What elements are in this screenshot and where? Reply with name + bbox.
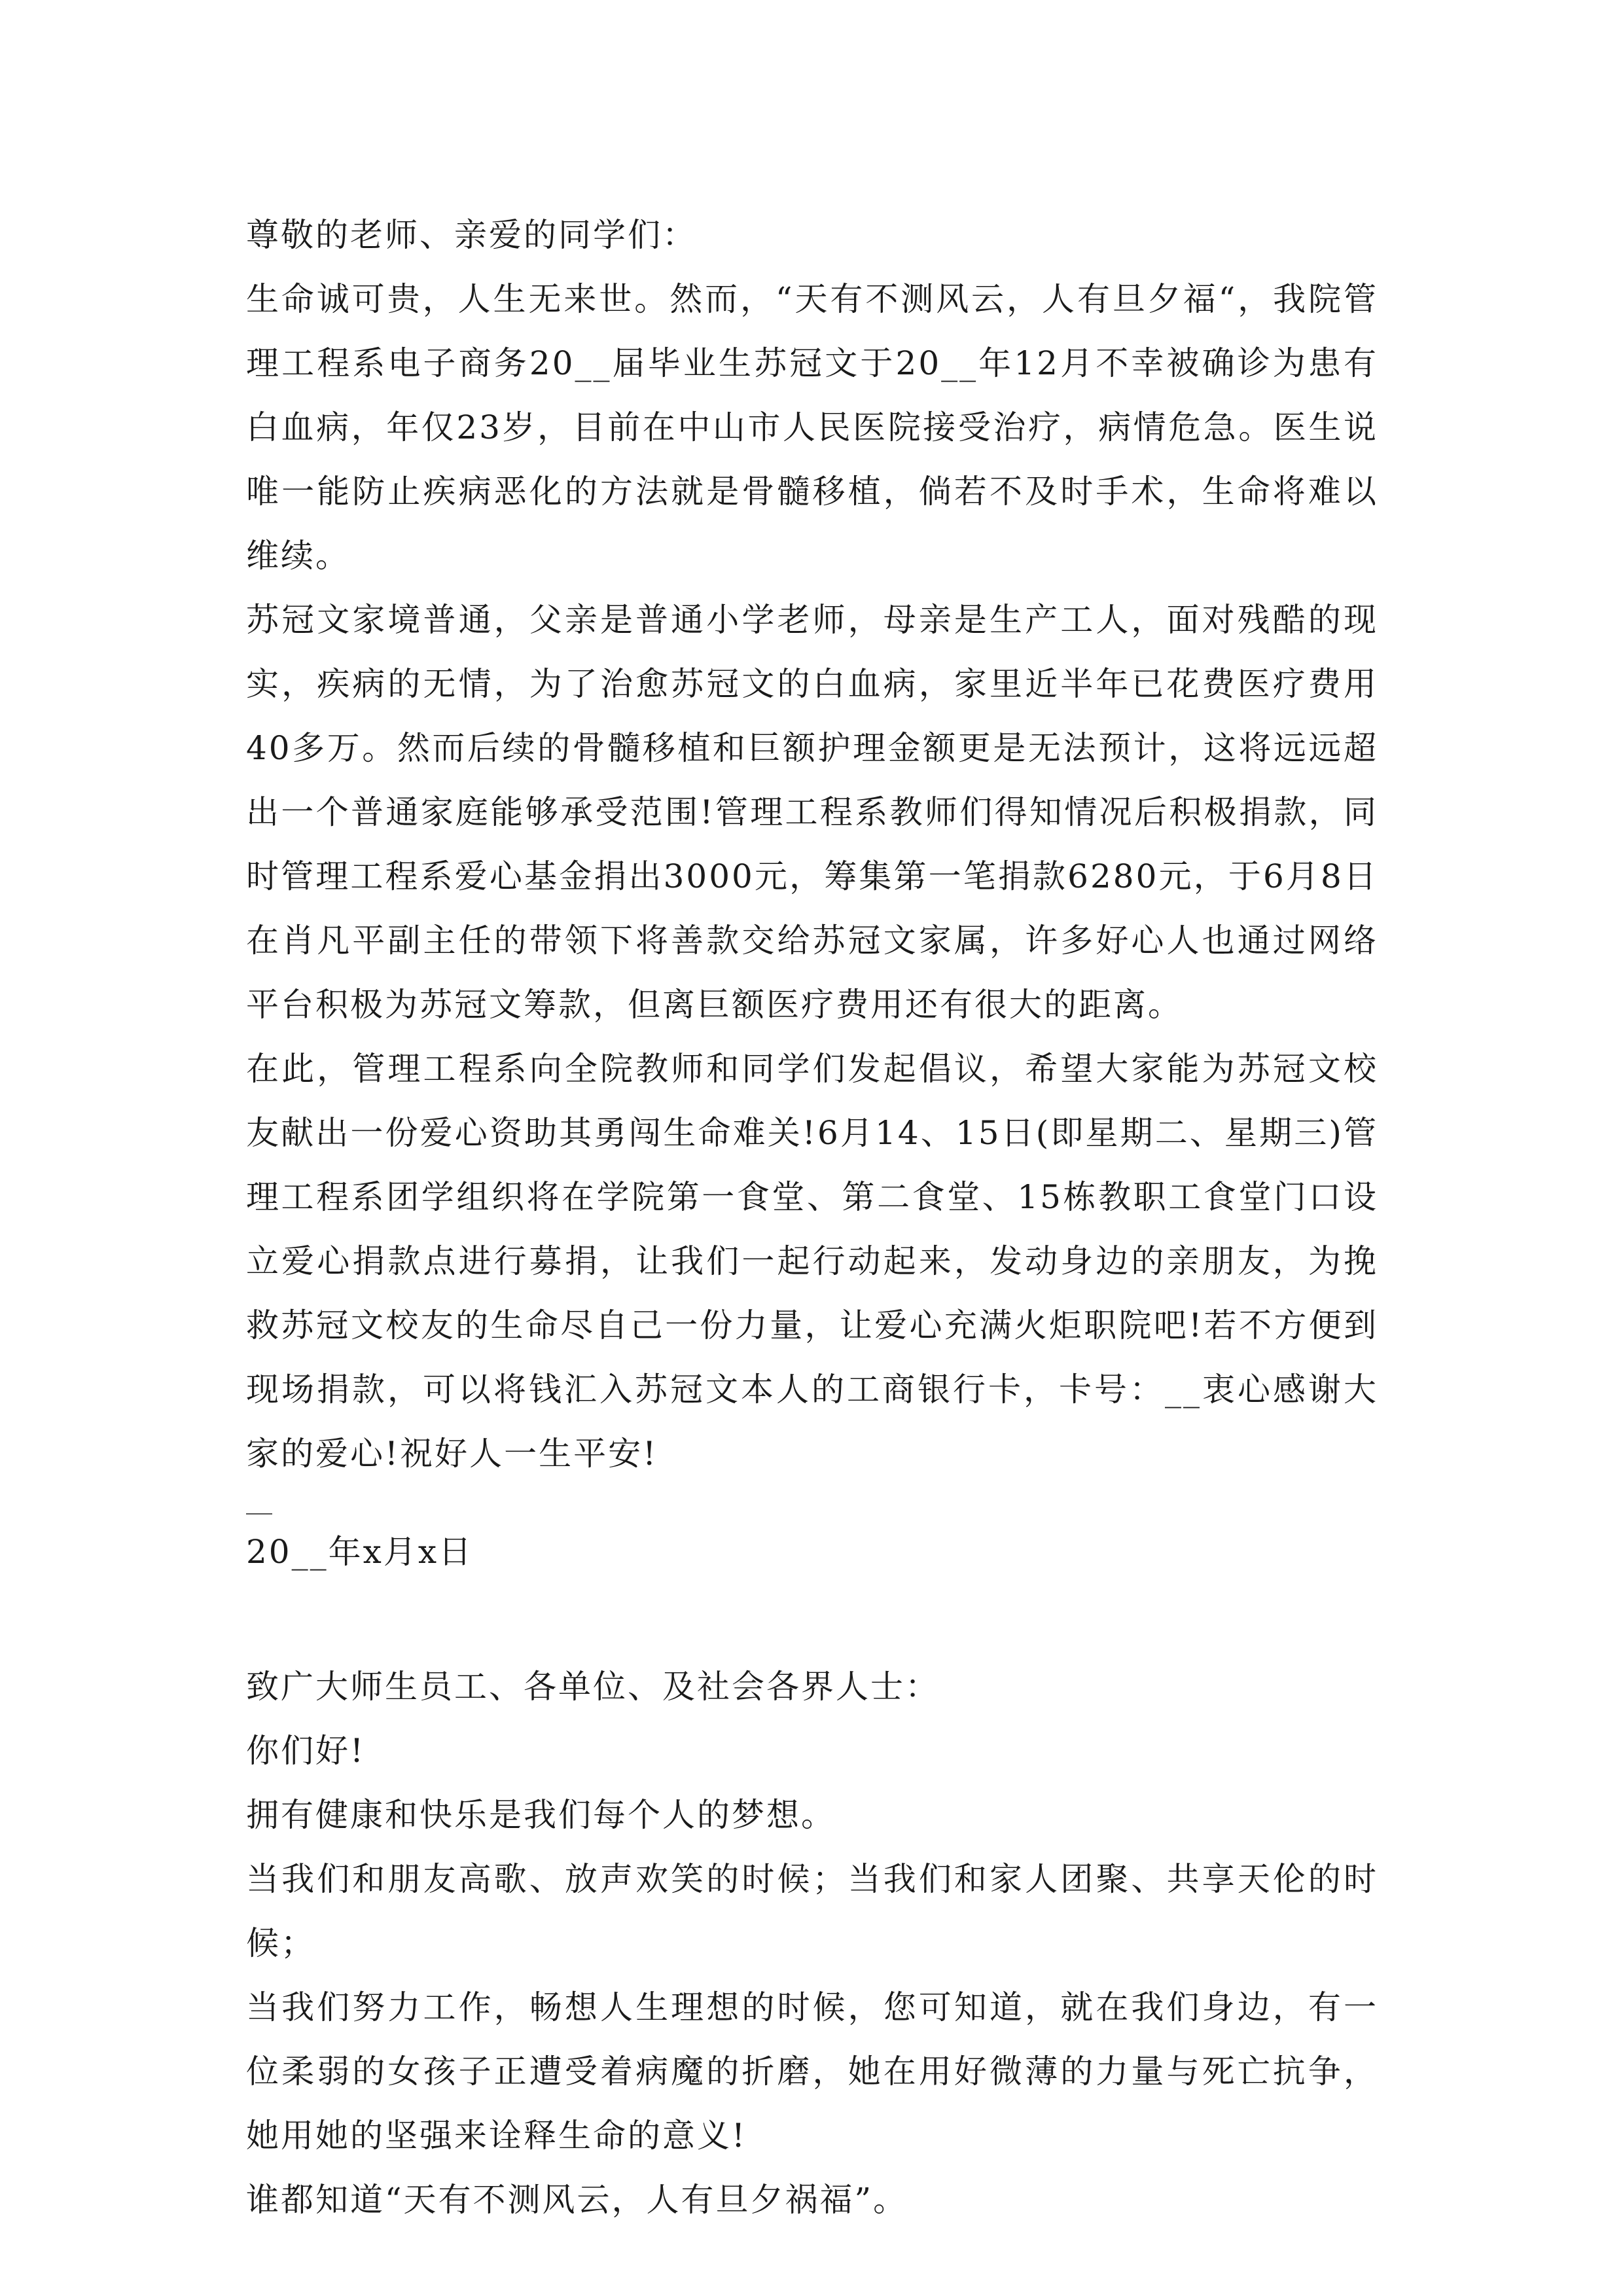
- signature-line: [246, 1513, 272, 1515]
- letter2-paragraph: 当我们和朋友高歌、放声欢笑的时候；当我们和家人团聚、共享天伦的时候；: [246, 1860, 1378, 1962]
- letter1-salutation: 尊敬的老师、亲爱的同学们：: [246, 216, 697, 254]
- letter1-paragraph: 生命诚可贵，人生无来世。然而，“天有不测风云，人有旦夕福“，我院管理工程系电子商务20__届毕业生苏冠文于20__年12月不幸被确诊为患有白血病，年仅23岁，目前在中山市人民医院接受治疗，病情危急。医生说唯一能防止疾病恶化的方法就是骨髓移植，倘若不及时手术，生命将难以维续。: [246, 280, 1378, 575]
- letter2-paragraph: 当我们努力工作，畅想人生理想的时候，您可知道，就在我们身边，有一位柔弱的女孩子正遭受着病魔的折磨，她在用好微薄的力量与死亡抗争，她用她的坚强来诠释生命的意义!: [246, 1988, 1378, 2155]
- letter2-paragraph: 谁都知道“天有不测风云，人有旦夕祸福”。: [246, 2181, 908, 2219]
- section-gap: [246, 1584, 1378, 1655]
- letter1-date: 20__年x月x日: [246, 1533, 474, 1571]
- letter2-paragraph: 拥有健康和快乐是我们每个人的梦想。: [246, 1796, 836, 1834]
- document-body: [246, 203, 1378, 2232]
- letter2-greeting: 你们好!: [246, 1732, 366, 1770]
- letter1-paragraph: 苏冠文家境普通，父亲是普通小学老师，母亲是生产工人，面对残酷的现实，疾病的无情，为了治愈苏冠文的白血病，家里近半年已花费医疗费用40多万。然而后续的骨髓移植和巨额护理金额更是无法预计，这将远远超出一个普通家庭能够承受范围!管理工程系教师们得知情况后积极捐款，同时管理工程系爱心基金捐出3000元，筹集第一笔捐款6280元，于6月8日在肖凡平副主任的带领下将善款交给苏冠文家属，许多好心人也通过网络平台积极为苏冠文筹款，但离巨额医疗费用还有很大的距离。: [246, 601, 1378, 1024]
- letter1-paragraph: 在此，管理工程系向全院教师和同学们发起倡议，希望大家能为苏冠文校友献出一份爱心资助其勇闯生命难关!6月14、15日(即星期二、星期三)管理工程系团学组织将在学院第一食堂、第二食堂、15栋教职工食堂门口设立爱心捐款点进行募捐，让我们一起行动起来，发动身边的亲朋友，为挽救苏冠文校友的生命尽自己一份力量，让爱心充满火炬职院吧!若不方便到现场捐款，可以将钱汇入苏冠文本人的工商银行卡，卡号：__衷心感谢大家的爱心!祝好人一生平安!: [246, 1050, 1378, 1473]
- letter2-salutation: 致广大师生员工、各单位、及社会各界人士：: [246, 1668, 940, 1706]
